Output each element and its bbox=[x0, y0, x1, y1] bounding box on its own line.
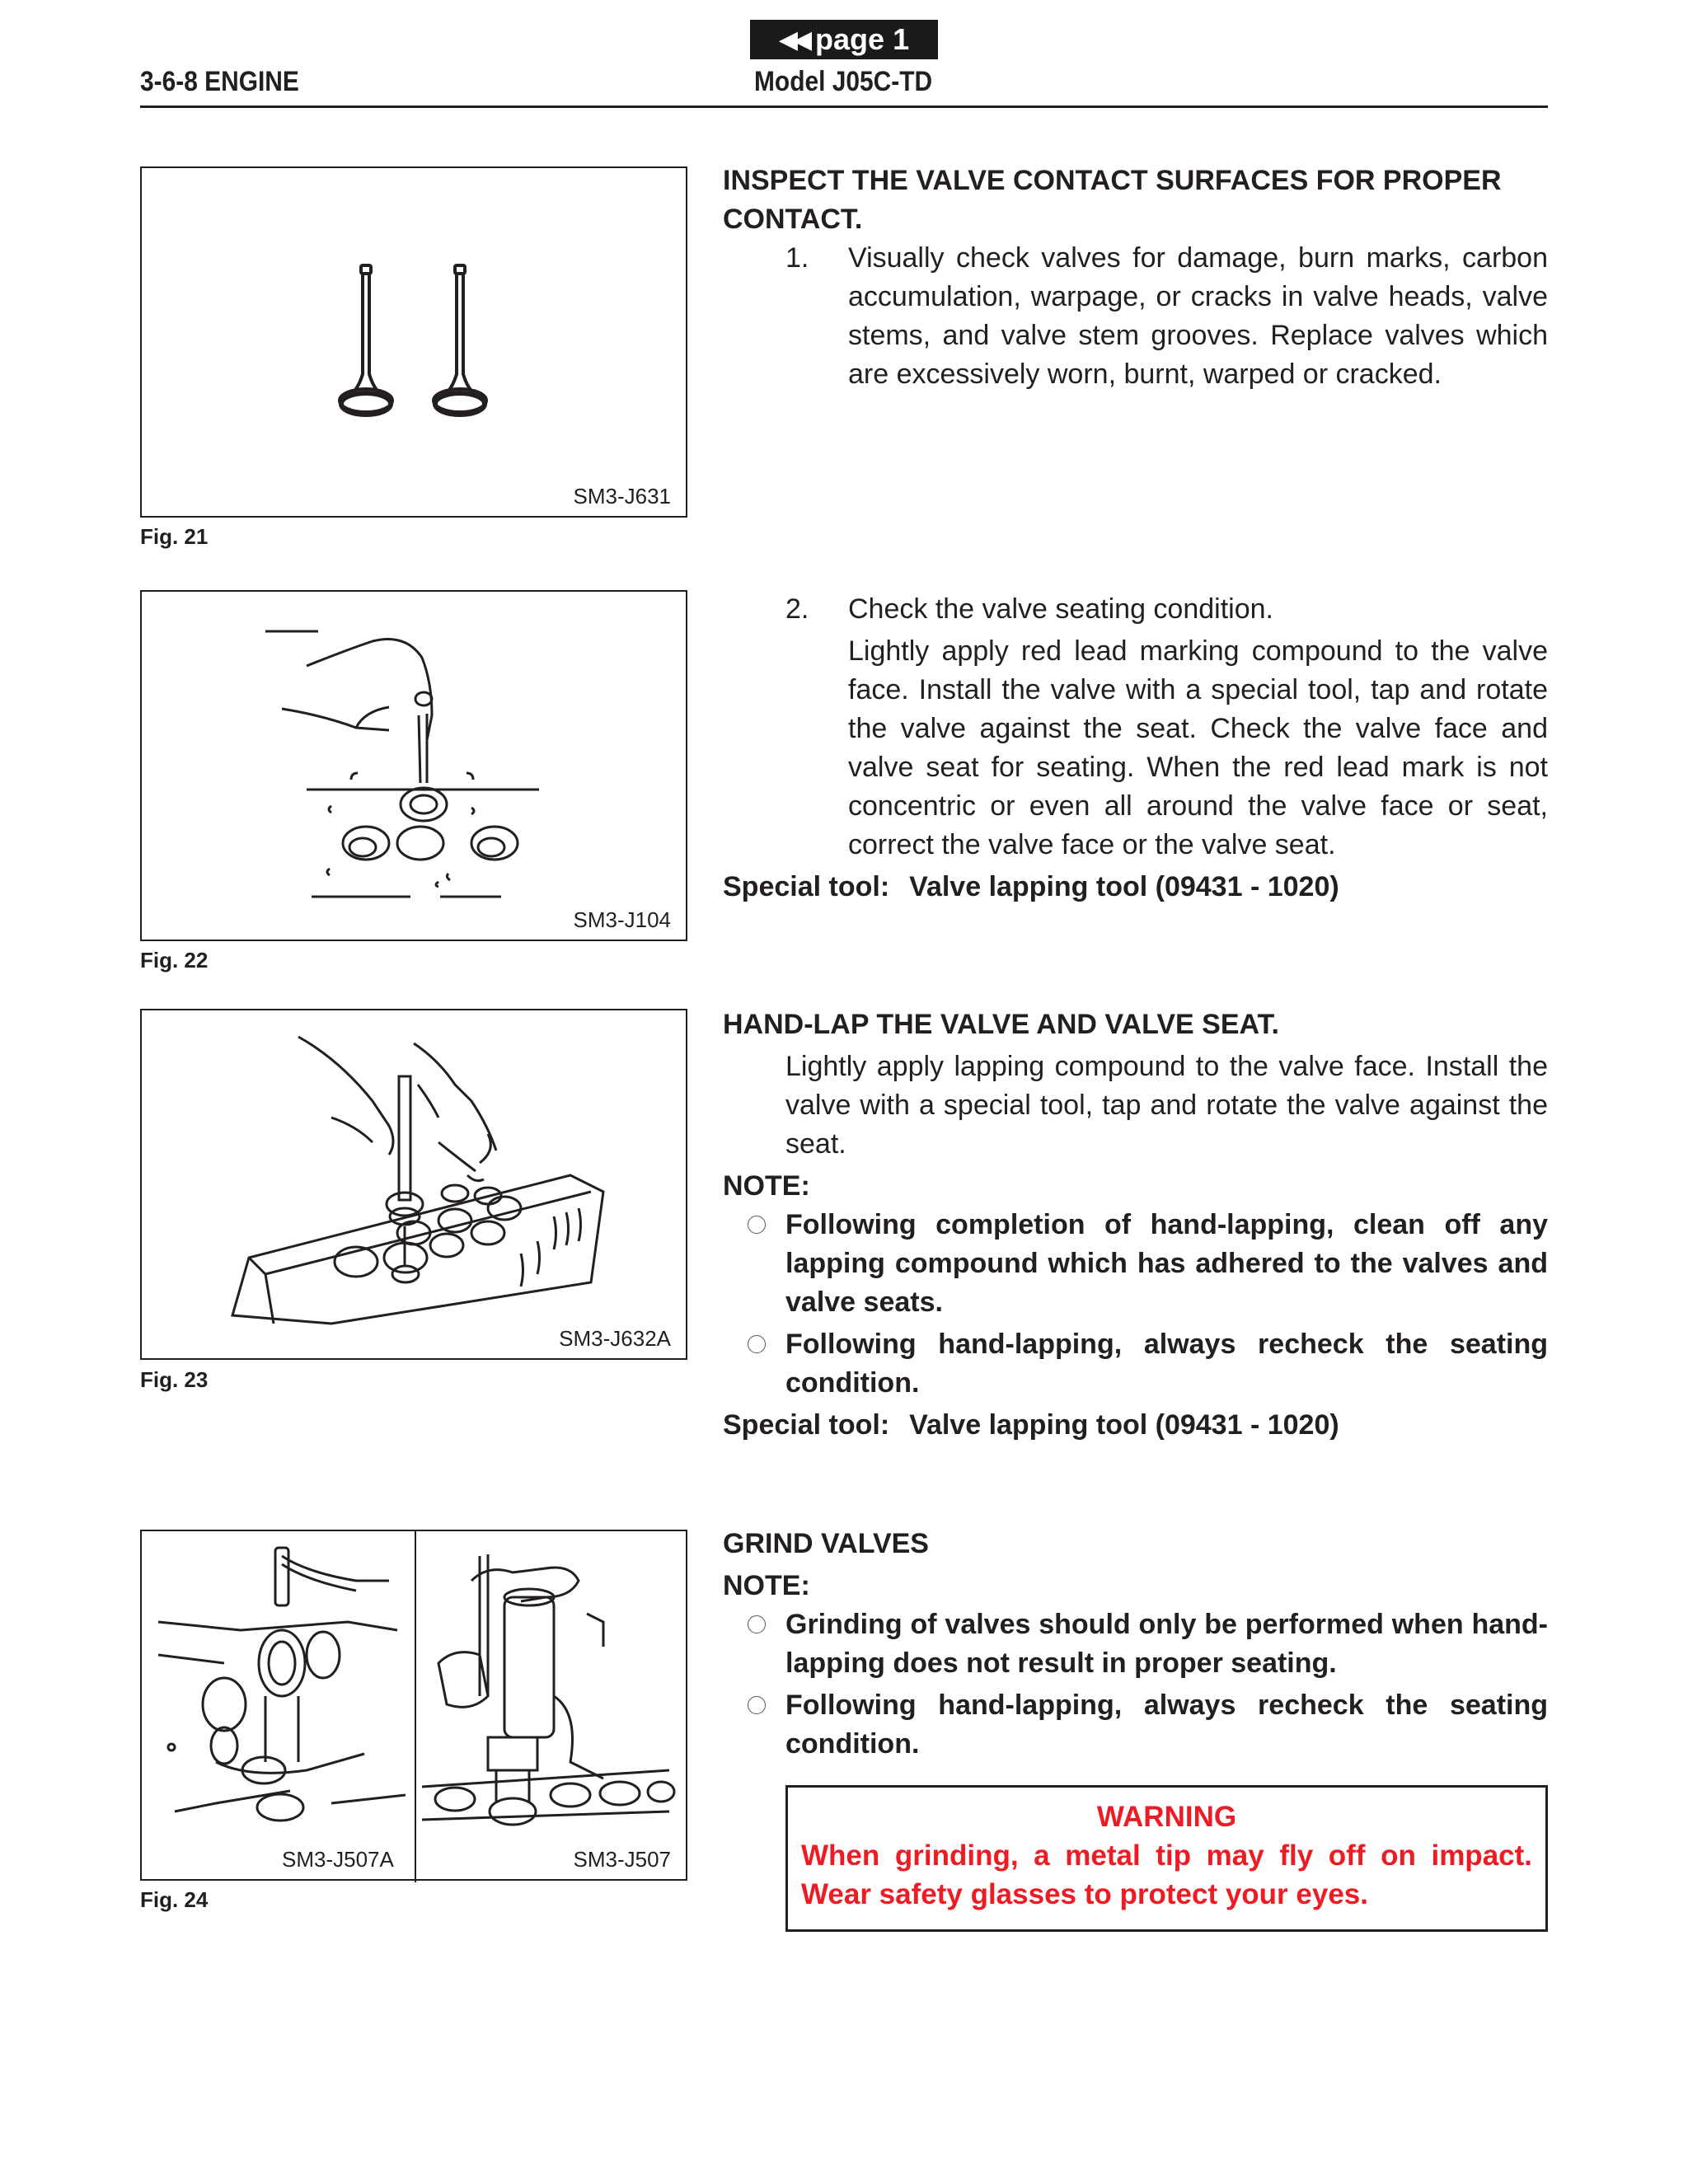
double-left-arrow-icon: ◀◀ bbox=[778, 26, 808, 54]
handlap-section bbox=[723, 1005, 1548, 1445]
special-tool-name: Valve lapping tool (09431 - 1020) bbox=[909, 1409, 1339, 1441]
figure-label: Fig. 22 bbox=[140, 948, 209, 972]
valve-grinding-illustration bbox=[142, 1531, 689, 1882]
circle-bullet-icon bbox=[723, 1206, 785, 1322]
note-label: NOTE: bbox=[723, 1570, 810, 1601]
step-title: Check the valve seating condition. bbox=[848, 593, 1273, 625]
figure-label: Fig. 24 bbox=[140, 1887, 209, 1912]
warning-box bbox=[785, 1785, 1548, 1932]
note-item: Following completion of hand-lapping, clean off any lapping compound which has adhered to the valves and valve seats. bbox=[723, 1206, 1548, 1322]
circle-bullet-icon bbox=[723, 1605, 785, 1683]
section-heading: INSPECT THE VALVE CONTACT SURFACES FOR PROPER CONTACT. bbox=[723, 165, 1502, 235]
note-item: Following hand-lapping, always recheck the seating condition. bbox=[723, 1325, 1548, 1403]
figure-label: Fig. 23 bbox=[140, 1367, 209, 1392]
page-nav-label: page 1 bbox=[815, 22, 910, 56]
step-1 bbox=[723, 239, 1548, 394]
seating-check-illustration bbox=[142, 592, 689, 943]
step-text: Visually check valves for damage, burn marks, carbon accumulation, warpage, or cracks in valve heads, valve stems, and valve stem grooves. Replace valves which are excessively worn, burnt, warped or cracked. bbox=[848, 242, 1548, 390]
step-number: 2. bbox=[785, 593, 809, 625]
step-text: Lightly apply red lead marking compound to the valve face. Install the valve with a special tool, tap and rotate the valve against the seat. Check the valve face and valve seat for seating. When the red lead mark is not concentric or even all around the valve face or seat, correct the valve face or the valve seat. bbox=[848, 635, 1548, 860]
header-divider bbox=[140, 105, 1548, 108]
figure-code-right: SM3-J507 bbox=[573, 1847, 671, 1872]
grind-section bbox=[723, 1525, 1548, 1764]
special-tool-label: Special tool: bbox=[723, 1409, 890, 1441]
circle-bullet-icon bbox=[723, 1686, 785, 1764]
circle-bullet-icon bbox=[723, 1325, 785, 1403]
special-tool-name: Valve lapping tool (09431 - 1020) bbox=[909, 871, 1339, 902]
inspect-section bbox=[723, 162, 1548, 394]
note-label: NOTE: bbox=[723, 1170, 810, 1202]
figure-21-valves bbox=[140, 166, 687, 518]
figure-23-hand-lap bbox=[140, 1009, 687, 1360]
hand-lapping-illustration bbox=[142, 1010, 689, 1361]
figure-24-grinding bbox=[140, 1530, 687, 1881]
warning-title: WARNING bbox=[1096, 1801, 1237, 1833]
special-tool bbox=[723, 868, 1548, 907]
warning-text: When grinding, a metal tip may fly off on impact. Wear safety glasses to protect your eyes. bbox=[801, 1840, 1532, 1910]
section-text: Lightly apply lapping compound to the valve face. Install the valve with a special tool, tap and rotate the valve against the seat. bbox=[785, 1051, 1548, 1160]
figure-code-left: SM3-J507A bbox=[282, 1847, 394, 1872]
section-heading: GRIND VALVES bbox=[723, 1528, 929, 1559]
special-tool-label: Special tool: bbox=[723, 871, 890, 902]
section-heading: HAND-LAP THE VALVE AND VALVE SEAT. bbox=[723, 1009, 1280, 1040]
section-title: 3-6-8 ENGINE bbox=[140, 66, 299, 97]
figure-code: SM3-J104 bbox=[573, 907, 671, 932]
figure-22-seating bbox=[140, 590, 687, 941]
step-2 bbox=[723, 590, 1548, 629]
model-title: Model J05C-TD bbox=[754, 66, 933, 97]
seating-section bbox=[723, 590, 1548, 907]
note-item: Grinding of valves should only be performed when hand-lapping does not result in proper seating. bbox=[723, 1605, 1548, 1683]
page-nav-button[interactable] bbox=[750, 20, 938, 59]
figure-code: SM3-J632A bbox=[559, 1326, 671, 1351]
step-number: 1. bbox=[785, 242, 809, 274]
figure-label: Fig. 21 bbox=[140, 524, 209, 549]
valves-illustration bbox=[142, 168, 689, 519]
note-item: Following hand-lapping, always recheck the seating condition. bbox=[723, 1686, 1548, 1764]
special-tool bbox=[723, 1406, 1548, 1445]
figure-code: SM3-J631 bbox=[573, 484, 671, 509]
